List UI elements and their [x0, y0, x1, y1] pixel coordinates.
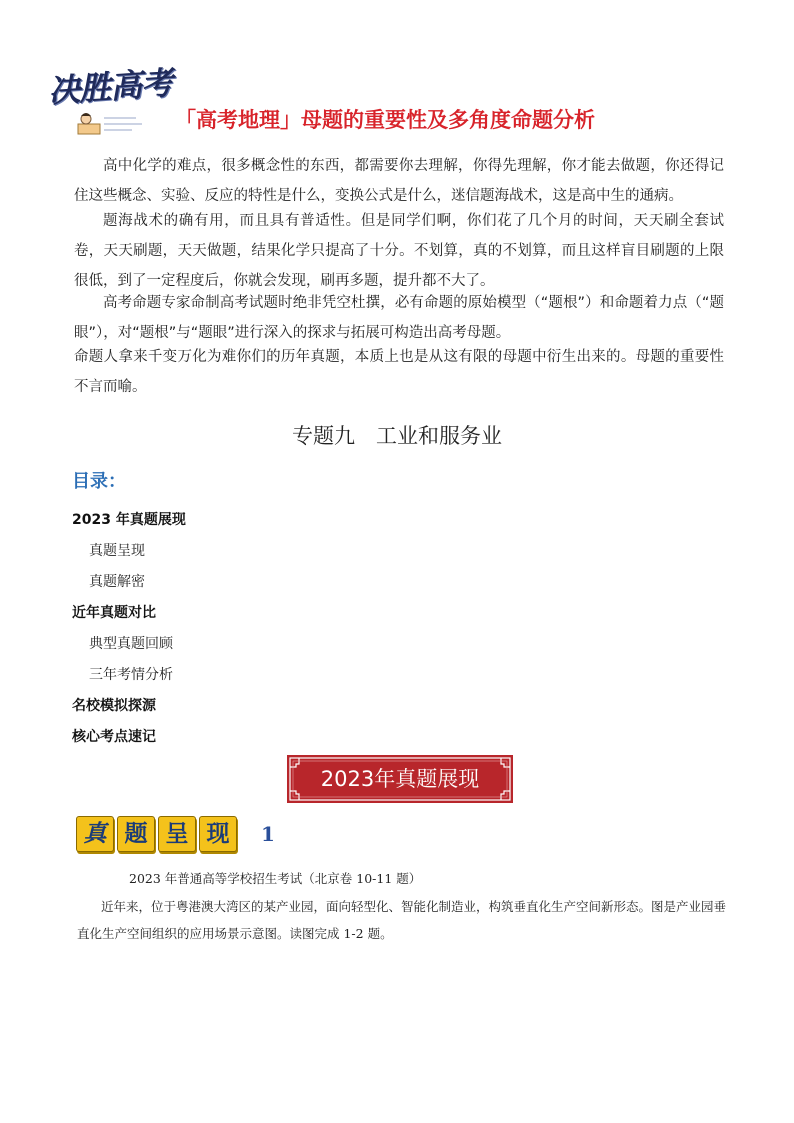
- question-stem: 近年来，位于粤港澳大湾区的某产业园，面向轻型化、智能化制造业，构筑垂直化生产空间新形态。图是产业园垂直化生产空间组织的应用场景示意图。读图完成 1-2 题。: [77, 899, 727, 941]
- toc-item[interactable]: 典型真题回顾: [89, 636, 173, 652]
- toc-item[interactable]: 真题解密: [89, 574, 145, 590]
- intro-paragraph-2: 题海战术的确有用，而且具有普适性。但是同学们啊，你们花了几个月的时间，天天刷全套试卷，天天刷题，天天做题，结果化学只提高了十分。不划算，真的不划算，而且这样盲目刷题的上限很低，到了一定程度后，你就会发现，刷再多题，提升都不大了。: [74, 213, 724, 289]
- exam-source: 2023 年普通高等学校招生考试（北京卷 10-11 题）: [129, 871, 422, 886]
- toc-item[interactable]: 三年考情分析: [89, 667, 173, 683]
- toc-item[interactable]: 近年真题对比: [72, 605, 156, 621]
- tile-char: 呈: [158, 816, 196, 852]
- intro-paragraph-1: 高中化学的难点，很多概念性的东西，都需要你去理解，你得先理解，你才能去做题，你还得记住这些概念、实验、反应的特性是什么，变换公式是什么，迷信题海战术，这是高中生的通病。: [74, 158, 724, 204]
- toc-item[interactable]: 真题呈现: [89, 543, 145, 559]
- tile-char: 题: [117, 816, 155, 852]
- logo-text: 决胜高考: [46, 63, 174, 111]
- tile-char: 真: [76, 816, 114, 852]
- intro-paragraph-3: 高考命题专家命制高考试题时绝非凭空杜撰，必有命题的原始模型（“题根”）和命题着力点（“题眼”），对“题根”与“题眼”进行深入的探求与拓展可构造出高考母题。: [74, 295, 724, 341]
- toc-heading: 目录：: [72, 471, 126, 492]
- toc-item[interactable]: 名校模拟探源: [72, 698, 156, 714]
- tile-char: 现: [199, 816, 237, 852]
- banner-text: 2023年真题展现: [320, 767, 480, 791]
- logo-illustration: [76, 110, 146, 136]
- section-banner: [287, 755, 513, 803]
- page-title: 「高考地理」母题的重要性及多角度命题分析: [175, 108, 595, 132]
- logo: [44, 60, 174, 140]
- intro-paragraph-4: 命题人拿来千变万化为难你们的历年真题，本质上也是从这有限的母题中衍生出来的。母题的重要性不言而喻。: [74, 349, 724, 395]
- toc-item[interactable]: 核心考点速记: [72, 729, 156, 745]
- toc-item[interactable]: 2023 年真题展现: [72, 512, 186, 528]
- chapter-title: 专题九 工业和服务业: [292, 424, 502, 448]
- question-number: 1: [261, 822, 275, 846]
